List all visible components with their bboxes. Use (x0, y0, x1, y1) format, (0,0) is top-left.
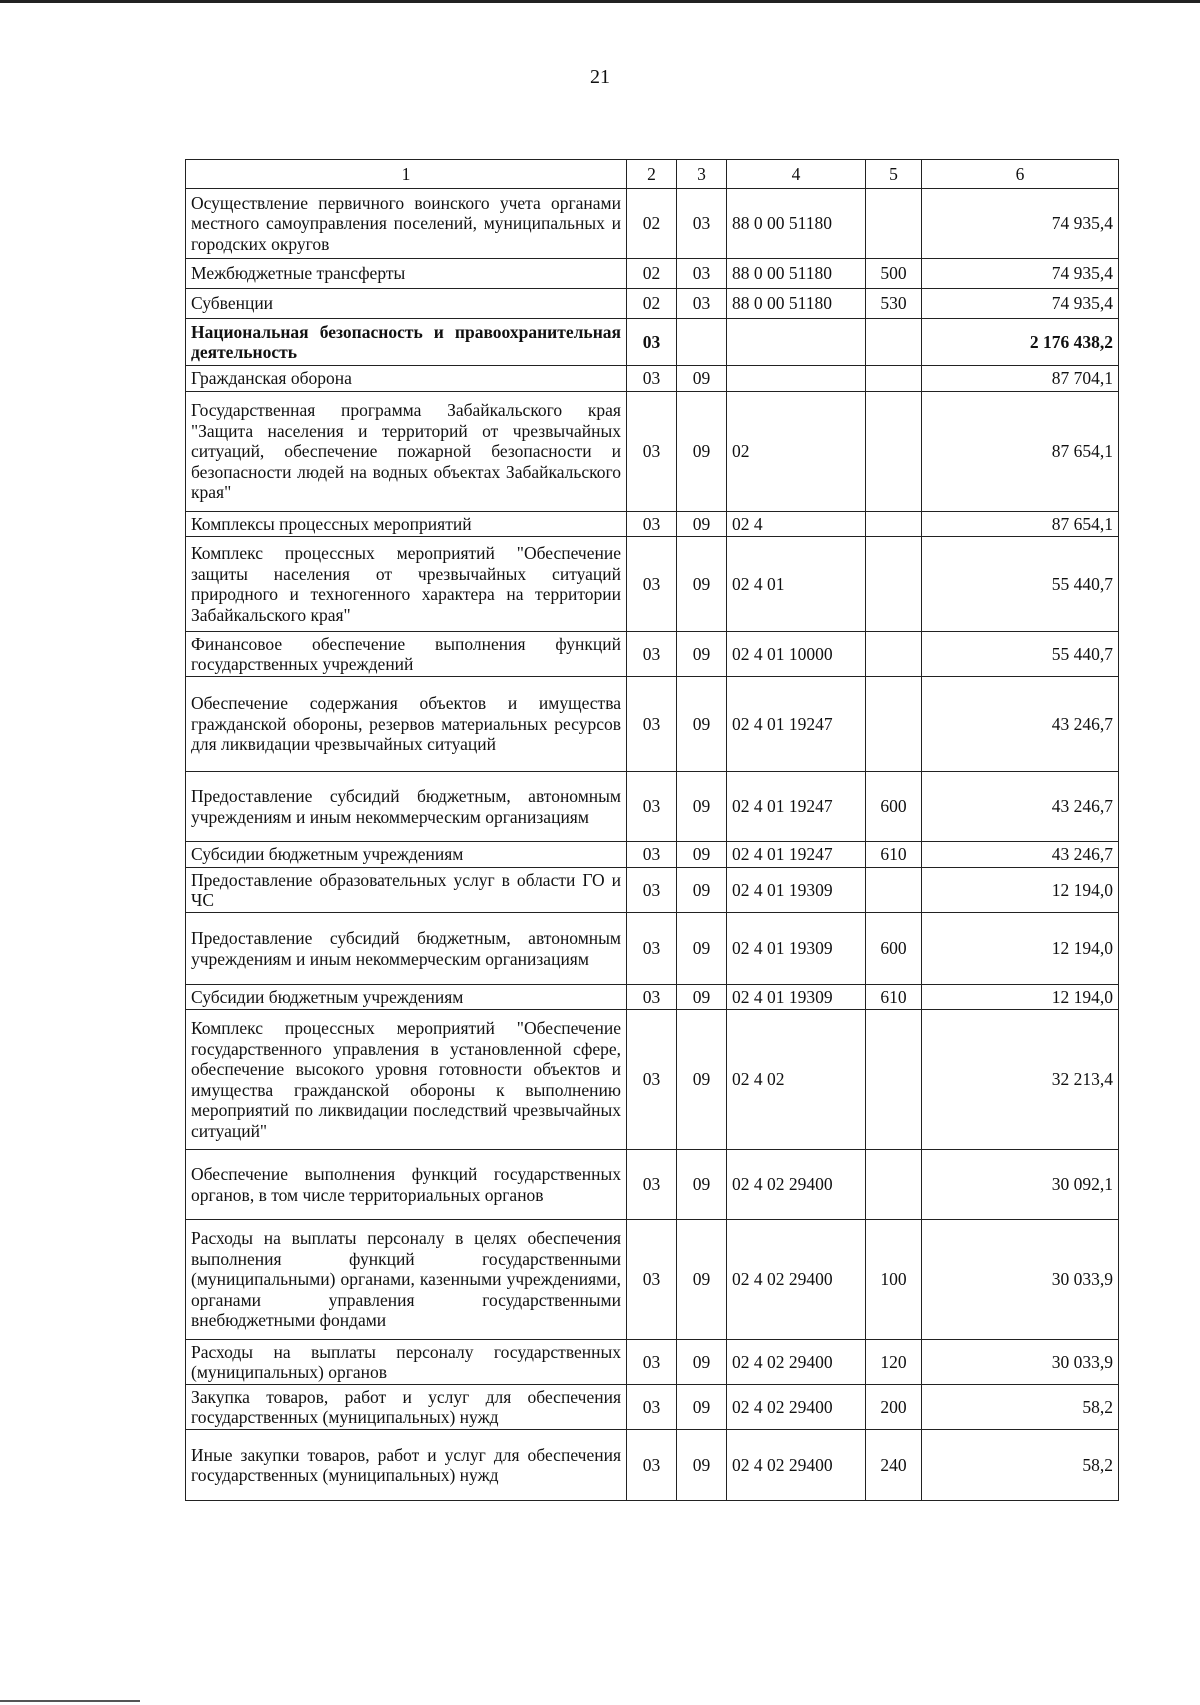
row-amount-cell: 87 704,1 (922, 366, 1119, 392)
table-row (186, 772, 1119, 842)
row-target-article-cell: 02 4 01 19309 (727, 985, 866, 1010)
row-target-article-cell: 02 (727, 392, 866, 512)
table-row (186, 1430, 1119, 1501)
row-name-cell: Государственная программа Забайкальского края "Защита населения и территорий от чрезвычайных ситуаций, обеспечение пожарной безопасности и безопасности людей на водных объектах Забайкальского края" (186, 392, 627, 512)
header-cell-2: 2 (627, 160, 677, 189)
row-section-cell: 03 (627, 632, 677, 677)
row-subsection-cell: 09 (677, 1385, 727, 1430)
row-subsection-cell: 03 (677, 259, 727, 289)
row-subsection-cell: 09 (677, 366, 727, 392)
row-subsection-cell: 09 (677, 512, 727, 537)
row-subsection-cell: 09 (677, 868, 727, 913)
budget-table (185, 159, 1119, 1501)
row-expense-type-cell (866, 189, 922, 259)
row-section-cell: 03 (627, 512, 677, 537)
row-amount-cell: 12 194,0 (922, 985, 1119, 1010)
row-amount-cell: 30 033,9 (922, 1220, 1119, 1340)
row-subsection-cell: 09 (677, 1220, 727, 1340)
row-expense-type-cell (866, 868, 922, 913)
row-name-cell: Гражданская оборона (186, 366, 627, 392)
table-row (186, 366, 1119, 392)
row-name-cell: Обеспечение содержания объектов и имущества гражданской обороны, резервов материальных ресурсов для ликвидации чрезвычайных ситуаций (186, 677, 627, 772)
row-section-cell: 03 (627, 677, 677, 772)
row-expense-type-cell (866, 677, 922, 772)
row-subsection-cell: 09 (677, 772, 727, 842)
header-cell-3: 3 (677, 160, 727, 189)
row-target-article-cell: 02 4 02 29400 (727, 1340, 866, 1385)
row-target-article-cell: 02 4 02 (727, 1010, 866, 1150)
table-row (186, 632, 1119, 677)
row-expense-type-cell (866, 366, 922, 392)
row-section-cell: 03 (627, 537, 677, 632)
row-amount-cell: 12 194,0 (922, 913, 1119, 985)
row-target-article-cell: 88 0 00 51180 (727, 189, 866, 259)
row-amount-cell: 43 246,7 (922, 772, 1119, 842)
row-expense-type-cell (866, 537, 922, 632)
table-row (186, 512, 1119, 537)
row-amount-cell: 55 440,7 (922, 632, 1119, 677)
row-amount-cell: 87 654,1 (922, 512, 1119, 537)
row-name-cell: Национальная безопасность и правоохранительная деятельность (186, 319, 627, 366)
table-row (186, 1010, 1119, 1150)
table-row (186, 677, 1119, 772)
row-name-cell: Предоставление образовательных услуг в области ГО и ЧС (186, 868, 627, 913)
row-target-article-cell (727, 366, 866, 392)
row-section-cell: 03 (627, 319, 677, 366)
row-target-article-cell: 02 4 01 10000 (727, 632, 866, 677)
row-section-cell: 03 (627, 392, 677, 512)
row-section-cell: 03 (627, 772, 677, 842)
row-amount-cell: 12 194,0 (922, 868, 1119, 913)
row-amount-cell: 2 176 438,2 (922, 319, 1119, 366)
table-row (186, 259, 1119, 289)
row-subsection-cell: 09 (677, 392, 727, 512)
row-expense-type-cell: 500 (866, 259, 922, 289)
row-subsection-cell: 03 (677, 289, 727, 319)
row-subsection-cell: 09 (677, 537, 727, 632)
table-row (186, 1150, 1119, 1220)
row-name-cell: Иные закупки товаров, работ и услуг для обеспечения государственных (муниципальных) нужд (186, 1430, 627, 1501)
table-row (186, 842, 1119, 868)
row-section-cell: 03 (627, 366, 677, 392)
row-expense-type-cell: 600 (866, 772, 922, 842)
row-amount-cell: 74 935,4 (922, 289, 1119, 319)
header-cell-1: 1 (186, 160, 627, 189)
row-expense-type-cell: 600 (866, 913, 922, 985)
row-expense-type-cell: 240 (866, 1430, 922, 1501)
row-amount-cell: 43 246,7 (922, 842, 1119, 868)
row-section-cell: 02 (627, 189, 677, 259)
row-amount-cell: 55 440,7 (922, 537, 1119, 632)
row-name-cell: Комплекс процессных мероприятий "Обеспечение государственного управления в установленной сфере, обеспечение высокого уровня готовности объектов и имущества гражданской обороны к выполнению мероприятий по ликвидации последствий чрезвычайных ситуаций" (186, 1010, 627, 1150)
table-row (186, 392, 1119, 512)
table-row (186, 985, 1119, 1010)
row-amount-cell: 30 092,1 (922, 1150, 1119, 1220)
row-subsection-cell: 09 (677, 677, 727, 772)
row-amount-cell: 58,2 (922, 1385, 1119, 1430)
table-row (186, 868, 1119, 913)
row-target-article-cell: 88 0 00 51180 (727, 289, 866, 319)
row-section-cell: 03 (627, 985, 677, 1010)
row-target-article-cell (727, 319, 866, 366)
row-section-cell: 03 (627, 868, 677, 913)
page-number: 21 (590, 66, 610, 88)
row-expense-type-cell (866, 392, 922, 512)
row-subsection-cell: 09 (677, 1430, 727, 1501)
table-row (186, 1220, 1119, 1340)
row-name-cell: Предоставление субсидий бюджетным, автономным учреждениям и иным некоммерческим организациям (186, 913, 627, 985)
row-subsection-cell: 09 (677, 913, 727, 985)
row-subsection-cell: 09 (677, 985, 727, 1010)
row-expense-type-cell (866, 1010, 922, 1150)
scan-bottom-mark (0, 1700, 140, 1702)
row-target-article-cell: 02 4 01 19309 (727, 913, 866, 985)
table-row (186, 913, 1119, 985)
row-subsection-cell: 09 (677, 1010, 727, 1150)
table-row (186, 1385, 1119, 1430)
row-section-cell: 03 (627, 913, 677, 985)
row-subsection-cell (677, 319, 727, 366)
row-section-cell: 03 (627, 1430, 677, 1501)
row-name-cell: Субсидии бюджетным учреждениям (186, 985, 627, 1010)
row-target-article-cell: 02 4 01 19247 (727, 842, 866, 868)
row-target-article-cell: 02 4 01 19247 (727, 772, 866, 842)
table-row (186, 537, 1119, 632)
row-expense-type-cell (866, 632, 922, 677)
scan-top-edge (0, 0, 1200, 3)
row-amount-cell: 74 935,4 (922, 189, 1119, 259)
header-cell-5: 5 (866, 160, 922, 189)
row-section-cell: 02 (627, 259, 677, 289)
row-target-article-cell: 02 4 01 (727, 537, 866, 632)
row-amount-cell: 58,2 (922, 1430, 1119, 1501)
row-name-cell: Предоставление субсидий бюджетным, автономным учреждениям и иным некоммерческим организациям (186, 772, 627, 842)
row-name-cell: Закупка товаров, работ и услуг для обеспечения государственных (муниципальных) нужд (186, 1385, 627, 1430)
row-name-cell: Обеспечение выполнения функций государственных органов, в том числе территориальных органов (186, 1150, 627, 1220)
row-name-cell: Расходы на выплаты персоналу государственных (муниципальных) органов (186, 1340, 627, 1385)
row-section-cell: 03 (627, 1150, 677, 1220)
row-amount-cell: 43 246,7 (922, 677, 1119, 772)
row-name-cell: Осуществление первичного воинского учета органами местного самоуправления поселений, муниципальных и городских округов (186, 189, 627, 259)
row-subsection-cell: 09 (677, 842, 727, 868)
row-section-cell: 03 (627, 1340, 677, 1385)
row-section-cell: 03 (627, 1010, 677, 1150)
table-row (186, 289, 1119, 319)
row-section-cell: 03 (627, 1385, 677, 1430)
row-name-cell: Субвенции (186, 289, 627, 319)
row-amount-cell: 30 033,9 (922, 1340, 1119, 1385)
row-target-article-cell: 02 4 (727, 512, 866, 537)
row-target-article-cell: 02 4 02 29400 (727, 1150, 866, 1220)
header-cell-4: 4 (727, 160, 866, 189)
row-name-cell: Субсидии бюджетным учреждениям (186, 842, 627, 868)
row-name-cell: Финансовое обеспечение выполнения функций государственных учреждений (186, 632, 627, 677)
row-target-article-cell: 02 4 01 19309 (727, 868, 866, 913)
row-subsection-cell: 09 (677, 1150, 727, 1220)
row-target-article-cell: 02 4 02 29400 (727, 1220, 866, 1340)
row-name-cell: Расходы на выплаты персоналу в целях обеспечения выполнения функций государственными (муниципальными) органами, казенными учреждениями, органами управления государственными внебюджетными фондами (186, 1220, 627, 1340)
table-row (186, 189, 1119, 259)
row-name-cell: Межбюджетные трансферты (186, 259, 627, 289)
row-target-article-cell: 02 4 02 29400 (727, 1385, 866, 1430)
budget-table-body (186, 160, 1119, 1501)
table-row (186, 319, 1119, 366)
row-expense-type-cell (866, 319, 922, 366)
row-subsection-cell: 03 (677, 189, 727, 259)
row-expense-type-cell: 610 (866, 842, 922, 868)
row-section-cell: 02 (627, 289, 677, 319)
row-expense-type-cell (866, 512, 922, 537)
row-subsection-cell: 09 (677, 1340, 727, 1385)
row-amount-cell: 74 935,4 (922, 259, 1119, 289)
row-section-cell: 03 (627, 1220, 677, 1340)
row-expense-type-cell: 100 (866, 1220, 922, 1340)
table-header-row (186, 160, 1119, 189)
row-target-article-cell: 88 0 00 51180 (727, 259, 866, 289)
row-expense-type-cell: 610 (866, 985, 922, 1010)
row-name-cell: Комплексы процессных мероприятий (186, 512, 627, 537)
row-target-article-cell: 02 4 02 29400 (727, 1430, 866, 1501)
row-expense-type-cell: 120 (866, 1340, 922, 1385)
row-target-article-cell: 02 4 01 19247 (727, 677, 866, 772)
row-subsection-cell: 09 (677, 632, 727, 677)
row-expense-type-cell (866, 1150, 922, 1220)
row-expense-type-cell: 530 (866, 289, 922, 319)
row-name-cell: Комплекс процессных мероприятий "Обеспечение защиты населения от чрезвычайных ситуаций природного и техногенного характера на территории Забайкальского края" (186, 537, 627, 632)
header-cell-6: 6 (922, 160, 1119, 189)
row-amount-cell: 32 213,4 (922, 1010, 1119, 1150)
row-amount-cell: 87 654,1 (922, 392, 1119, 512)
table-row (186, 1340, 1119, 1385)
row-section-cell: 03 (627, 842, 677, 868)
row-expense-type-cell: 200 (866, 1385, 922, 1430)
